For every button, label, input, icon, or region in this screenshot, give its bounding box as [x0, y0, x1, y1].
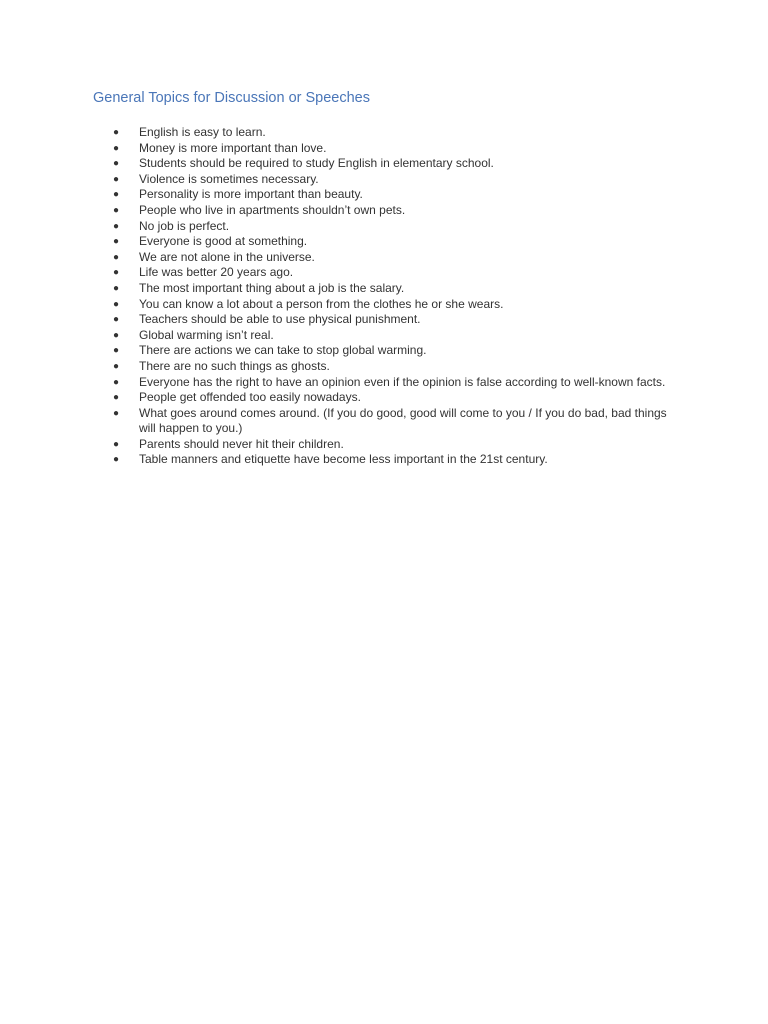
bullet-icon: ●: [113, 454, 120, 466]
list-item: [0, 297, 674, 313]
topic-text: The most important thing about a job is the salary.: [139, 280, 405, 295]
list-item: [0, 219, 674, 235]
bullet-icon: ●: [113, 314, 120, 326]
list-item: [0, 312, 674, 328]
bullet-icon: ●: [113, 220, 120, 232]
topic-text: Teachers should be able to use physical punishment.: [139, 312, 421, 327]
topic-text: People get offended too easily nowadays.: [139, 390, 361, 405]
bullet-icon: ●: [113, 360, 120, 372]
list-item: [0, 281, 674, 297]
topic-text: People who live in apartments shouldn’t own pets.: [139, 202, 406, 217]
bullet-icon: ●: [113, 282, 120, 294]
topic-text: There are no such things as ghosts.: [139, 358, 330, 373]
list-item: [0, 328, 674, 344]
topic-text: Global warming isn’t real.: [139, 327, 274, 342]
topic-text: Table manners and etiquette have become less important in the 21st century.: [139, 452, 548, 467]
topic-text: Life was better 20 years ago.: [139, 265, 294, 280]
bullet-icon: ●: [113, 407, 120, 419]
topic-text: Everyone has the right to have an opinion even if the opinion is false according to well-known facts.: [139, 374, 666, 389]
bullet-icon: ●: [113, 376, 120, 388]
bullet-icon: ●: [113, 438, 120, 450]
list-item: [0, 125, 674, 141]
bullet-icon: ●: [113, 251, 120, 263]
topic-text: Everyone is good at something.: [139, 234, 308, 249]
bullet-icon: ●: [113, 204, 120, 216]
list-item: [0, 203, 674, 219]
list-item: [0, 141, 674, 157]
list-item: [0, 187, 674, 203]
list-item: [0, 390, 674, 406]
list-item: [0, 343, 674, 359]
bullet-icon: ●: [113, 158, 120, 170]
topic-text: There are actions we can take to stop global warming.: [139, 343, 427, 358]
list-item: [0, 250, 674, 266]
topic-text: English is easy to learn.: [139, 125, 266, 139]
list-item: [0, 156, 674, 172]
bullet-icon: ●: [113, 173, 120, 185]
list-item: [0, 406, 674, 437]
topic-text: Parents should never hit their children.: [139, 436, 344, 451]
list-item: [0, 437, 674, 453]
bullet-icon: ●: [113, 298, 120, 310]
list-item: [0, 172, 674, 188]
list-item: [0, 452, 674, 468]
bullet-icon: ●: [113, 267, 120, 279]
topic-text: You can know a lot about a person from the clothes he or she wears.: [139, 296, 504, 311]
topic-text: No job is perfect.: [139, 218, 230, 233]
bullet-icon: ●: [113, 392, 120, 404]
list-item: [0, 234, 674, 250]
topic-text: Students should be required to study English in elementary school.: [139, 156, 494, 171]
list-item: [0, 359, 674, 375]
bullet-icon: ●: [113, 142, 120, 154]
list-item: [0, 375, 674, 391]
bullet-icon: ●: [113, 345, 120, 357]
bullet-icon: ●: [113, 236, 120, 248]
topic-text: What goes around comes around. (If you do good, good will come to you / If you do bad, bad things will happen to you.): [139, 405, 667, 436]
bullet-icon: ●: [113, 189, 120, 201]
topic-text: We are not alone in the universe.: [139, 249, 315, 264]
bullet-icon: ●: [113, 329, 120, 341]
document-title: General Topics for Discussion or Speeches: [93, 90, 370, 106]
topic-text: Violence is sometimes necessary.: [139, 171, 319, 186]
topic-list: [0, 125, 768, 468]
topic-text: Money is more important than love.: [139, 140, 327, 155]
bullet-icon: ●: [113, 127, 120, 138]
topic-text: Personality is more important than beauty.: [139, 187, 363, 202]
list-item: [0, 265, 674, 281]
